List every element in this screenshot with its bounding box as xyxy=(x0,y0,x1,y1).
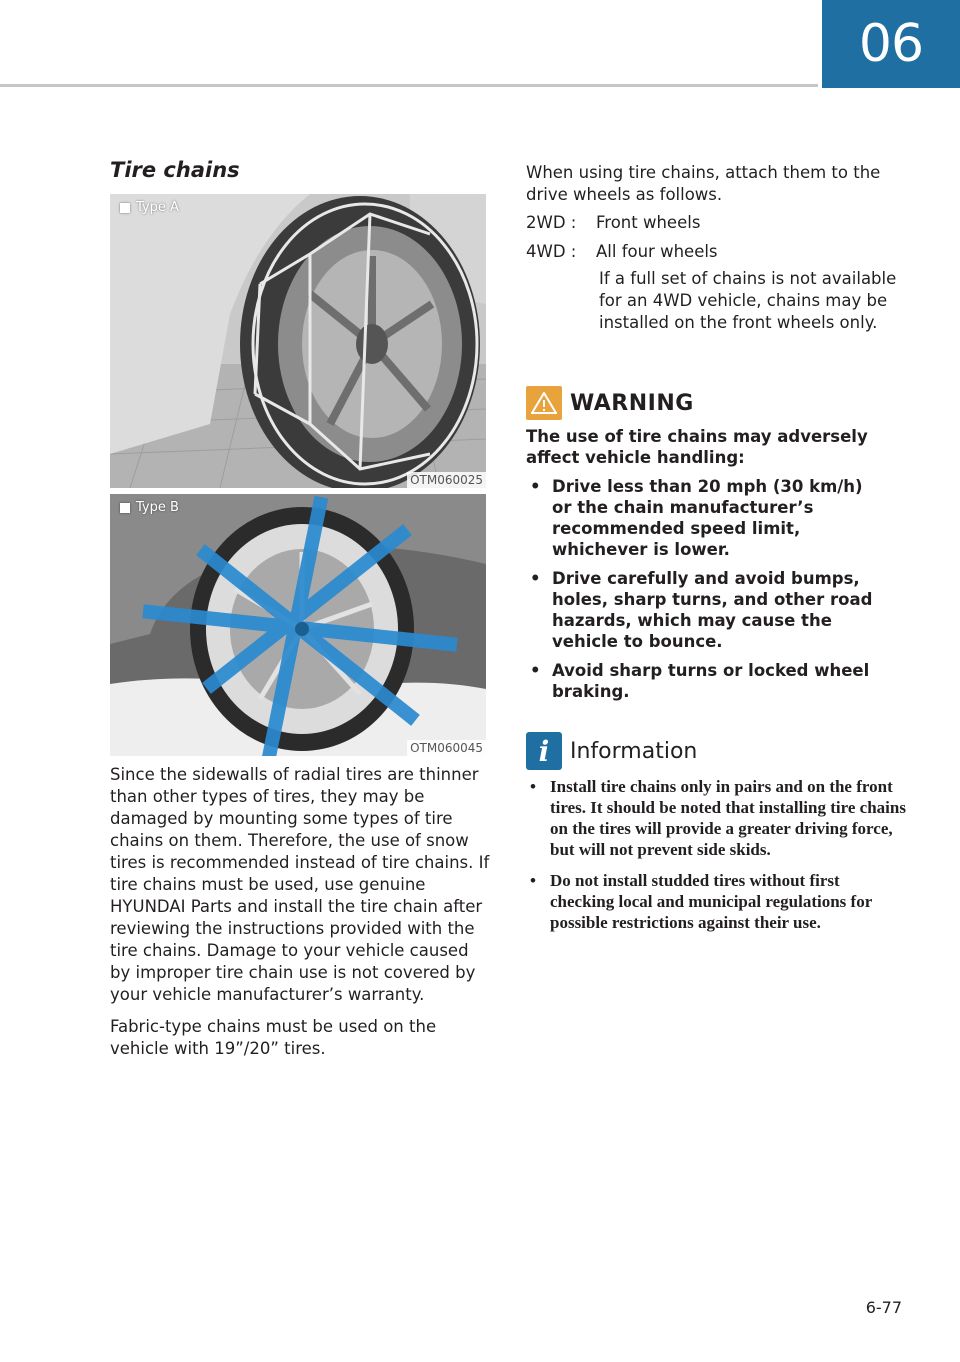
warning-list xyxy=(526,476,886,702)
information-body xyxy=(526,776,906,943)
information-header xyxy=(526,732,697,770)
information-item: • Install tire chains only in pairs and on the front tires. It should be noted that installing tire chains on the tires will provide a greater driving force, but will not prevent side skids. xyxy=(526,776,906,860)
drive-row-2wd: 2WD : Front wheels xyxy=(526,213,701,232)
information-item: • Do not install studded tires without first checking local and municipal regulations for possible restrictions against their use. xyxy=(526,870,906,933)
figure-type-b-label: Type B xyxy=(120,500,179,515)
warning-item: • Drive carefully and avoid bumps, holes, sharp turns, and other road hazards, which may cause the vehicle to bounce. xyxy=(526,568,886,652)
information-list xyxy=(526,776,906,933)
square-bullet-icon xyxy=(120,203,130,213)
drive-row-4wd: 4WD : All four wheels xyxy=(526,242,718,261)
page-number: 6-77 xyxy=(865,1298,902,1317)
warning-lead: The use of tire chains may adversely affect vehicle handling: xyxy=(526,427,868,467)
chapter-tab: 06 xyxy=(822,0,960,88)
paragraph-sidewalls: Since the sidewalls of radial tires are thinner than other types of tires, they may be damaged by mounting some types of tire chains on them. Therefore, the use of snow tires is recommended instead of tire chains. If tire chains must be used, use genuine HYUNDAI Parts and install the tire chain after reviewing the instructions provided with the tire chains. Damage to your vehicle caused by improper tire chain use is not covered by your vehicle manufacturer’s warranty. xyxy=(110,765,490,1004)
left-body-text xyxy=(110,764,490,1070)
information-title: Information xyxy=(570,738,698,764)
square-bullet-icon xyxy=(120,503,130,513)
paragraph-fabric-type: Fabric-type chains must be used on the vehicle with 19”/20” tires. xyxy=(110,1017,437,1058)
header-rule xyxy=(0,84,818,87)
section-title: Tire chains xyxy=(110,158,240,182)
warning-body xyxy=(526,426,886,710)
chains-intro: When using tire chains, attach them to the drive wheels as follows. xyxy=(526,163,881,204)
figure-type-a-code: OTM060025 xyxy=(407,472,486,488)
drive-4wd-note: If a full set of chains is not available for an 4WD vehicle, chains may be installed on the front wheels only. xyxy=(599,269,897,332)
figure-type-b-code: OTM060045 xyxy=(407,740,486,756)
warning-item: • Drive less than 20 mph (30 km/h) or the chain manufacturer’s recommended speed limit, whichever is lower. xyxy=(526,476,886,560)
tire-chain-type-b-illustration xyxy=(110,494,486,756)
figure-type-b xyxy=(110,494,486,756)
warning-title: WARNING xyxy=(570,390,694,416)
info-icon: i xyxy=(526,732,562,770)
warning-header xyxy=(526,386,694,420)
warning-triangle-icon xyxy=(526,386,562,420)
figure-type-a xyxy=(110,194,486,488)
tire-chain-type-a-illustration xyxy=(110,194,486,488)
figure-type-a-label: Type A xyxy=(120,200,179,215)
warning-item: • Avoid sharp turns or locked wheel braking. xyxy=(526,660,886,702)
